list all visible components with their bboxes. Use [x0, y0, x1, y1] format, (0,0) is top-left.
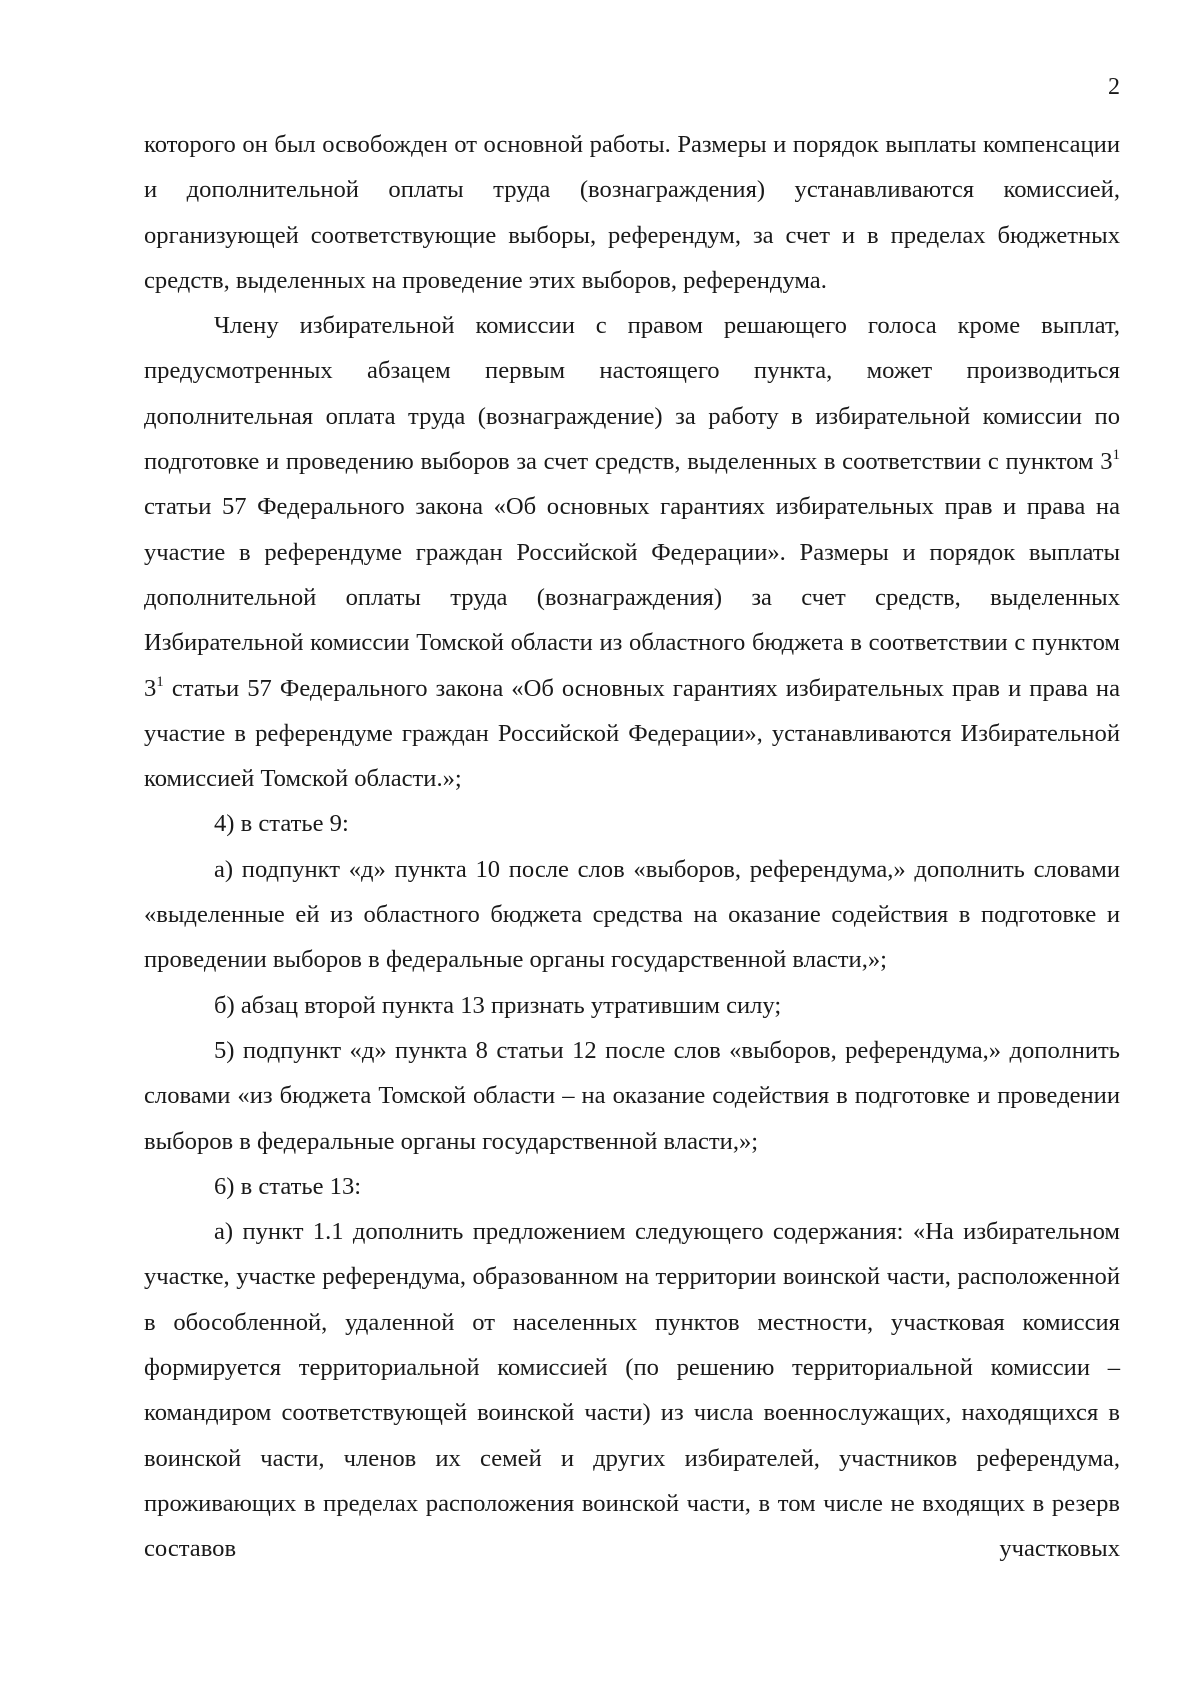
superscript: 1	[1112, 447, 1120, 464]
paragraph-item-4a: а) подпункт «д» пункта 10 после слов «выборов, референдума,» дополнить словами «выделенные ей из областного бюджета средства на оказание содействия в подготовке и проведении выборов в федеральные органы государственной власти,»;	[144, 855, 1120, 974]
document-body	[144, 122, 1120, 1572]
paragraph-item-4: 4) в статье 9:	[214, 810, 349, 838]
paragraph-continuation: которого он был освобожден от основной работы. Размеры и порядок выплаты компенсации и дополнительной оплаты труда (вознаграждения) устанавливаются комиссией, организующей соответствующие выборы, референдум, за счет и в пределах бюджетных средств, выделенных на проведение этих выборов, референдума.	[144, 131, 1120, 294]
paragraph-commission-member-payment	[144, 303, 1120, 801]
paragraph-item-6: 6) в статье 13:	[214, 1172, 362, 1200]
paragraph-item-5: 5) подпункт «д» пункта 8 статьи 12 после слов «выборов, референдума,» дополнить словами «из бюджета Томской области – на оказание содействия в подготовке и проведении выборов в федеральные органы государственной власти,»;	[144, 1036, 1120, 1155]
paragraph-text: Члену избирательной комиссии с правом решающего голоса кроме выплат, предусмотренных абзацем первым настоящего пункта, может производиться дополнительная оплата труда (вознаграждение) за работу в избирательной комиссии по подготовке и проведению выборов за счет средств, выделенных в соответствии с пунктом 3	[144, 312, 1120, 476]
superscript: 1	[156, 673, 164, 690]
paragraph-text: статьи 57 Федерального закона «Об основных гарантиях избирательных прав и права на участие в референдуме граждан Российской Федерации», устанавливаются Избирательной комиссией Томской области.»;	[144, 674, 1120, 793]
page-number: 2	[1108, 74, 1120, 100]
paragraph-item-6a: а) пункт 1.1 дополнить предложением следующего содержания: «На избирательном участке, участке референдума, образованном на территории воинской части, расположенной в обособленной, удаленной от населенных пунктов местности, участковая комиссия формируется территориальной комиссией (по решению территориальной комиссии – командиром соответствующей воинской части) из числа военнослужащих, находящихся в воинской части, членов их семей и других избирателей, участников референдума, проживающих в пределах расположения воинской части, в том числе не входящих в резерв составов участковых	[144, 1218, 1120, 1563]
paragraph-text: статьи 57 Федерального закона «Об основных гарантиях избирательных прав и права на участие в референдуме граждан Российской Федерации». Размеры и порядок выплаты дополнительной оплаты труда (вознаграждения) за счет средств, выделенных Избирательной комиссии Томской области из областного бюджета в соответствии с пунктом 3	[144, 493, 1120, 702]
paragraph-item-4b: б) абзац второй пункта 13 признать утратившим силу;	[214, 991, 782, 1019]
